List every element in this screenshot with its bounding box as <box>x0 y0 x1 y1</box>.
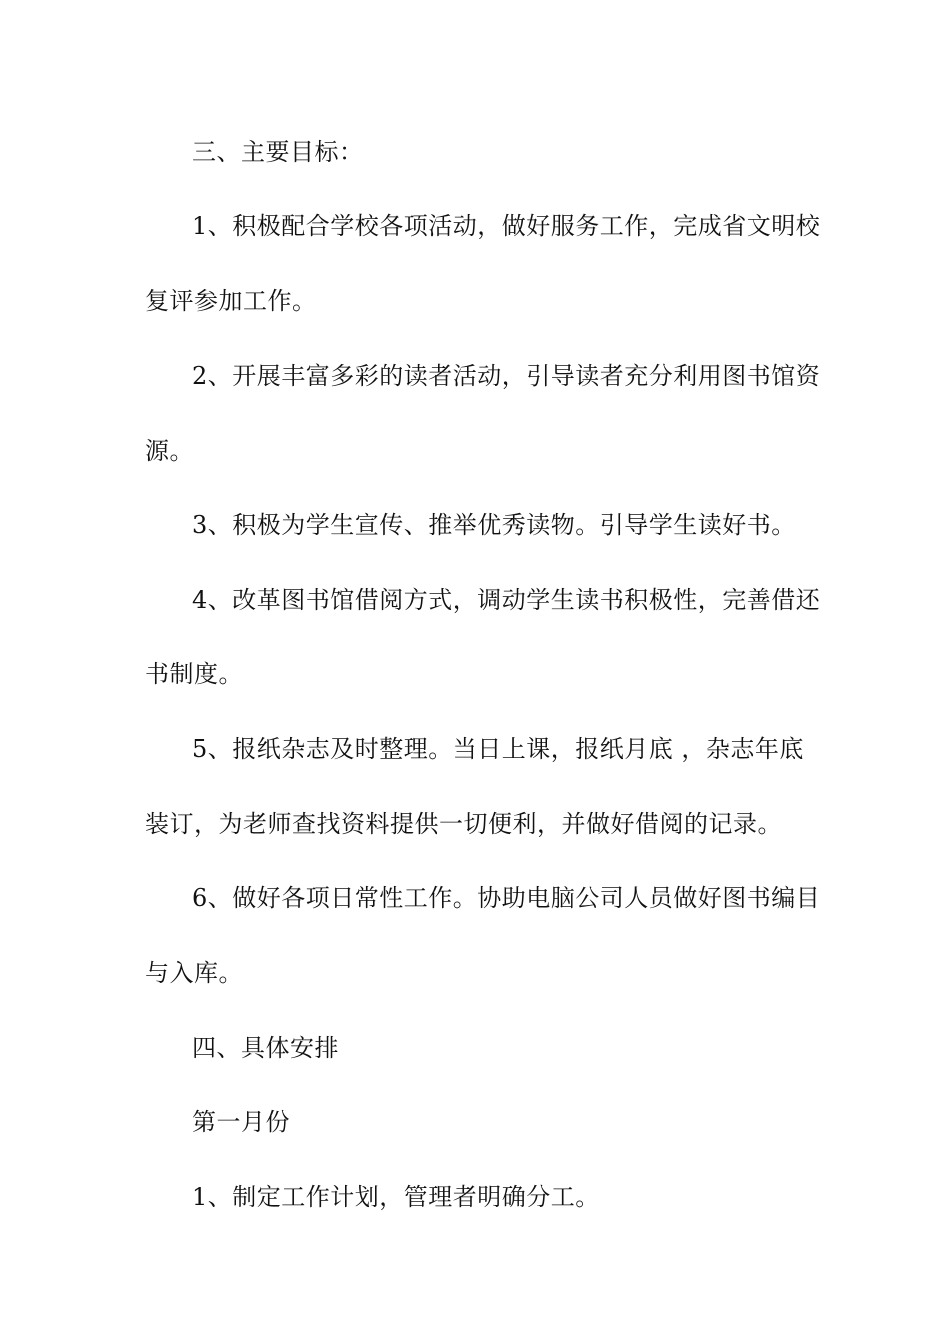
paragraph-line: 1、制定工作计划，管理者明确分工。 <box>192 1183 600 1211</box>
paragraph-line: 6、做好各项日常性工作。协助电脑公司人员做好图书编目 <box>192 884 821 912</box>
paragraph-line: 书制度。 <box>145 660 243 688</box>
paragraph-line: 5、报纸杂志及时整理。当日上课，报纸月底 ，杂志年底 <box>192 735 804 763</box>
paragraph-line: 1、积极配合学校各项活动，做好服务工作，完成省文明校 <box>192 212 821 240</box>
paragraph-line: 装订，为老师查找资料提供一切便利，并做好借阅的记录。 <box>145 810 782 838</box>
section-heading-arrangement: 四、具体安排 <box>192 1034 339 1062</box>
paragraph-line: 2、开展丰富多彩的读者活动，引导读者充分利用图书馆资 <box>192 362 821 390</box>
paragraph-line: 3、积极为学生宣传、推举优秀读物。引导学生读好书。 <box>192 511 796 539</box>
paragraph-line: 复评参加工作。 <box>145 287 317 315</box>
section-heading-goals: 三、主要目标： <box>192 138 364 166</box>
subheading-month: 第一月份 <box>192 1108 290 1136</box>
paragraph-line: 与入库。 <box>145 959 243 987</box>
paragraph-line: 4、改革图书馆借阅方式，调动学生读书积极性，完善借还 <box>192 586 821 614</box>
paragraph-line: 源。 <box>145 437 194 465</box>
